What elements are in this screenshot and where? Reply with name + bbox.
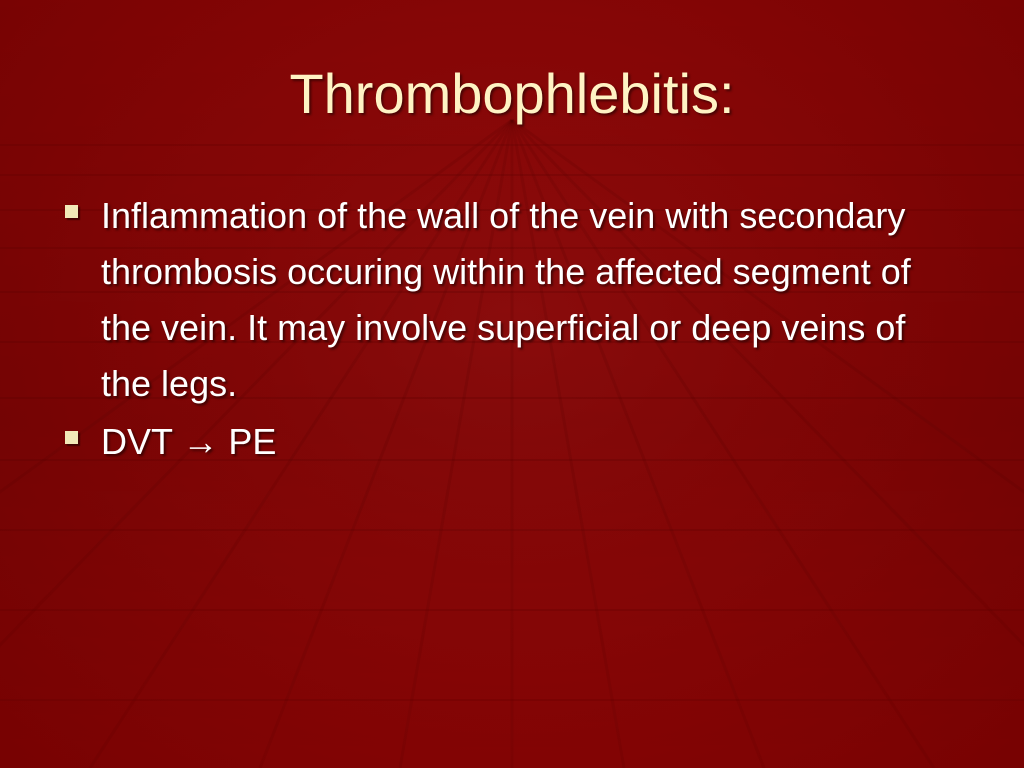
bullet-list [62, 188, 962, 472]
bullet-text: DVT → PE [101, 421, 277, 462]
slide-title: Thrombophlebitis: [289, 62, 735, 125]
bullet-text: Inflammation of the wall of the vein with secondary thrombosis occuring within the affected segment of the vein. It may involve superficial or deep veins of the legs. [101, 195, 911, 404]
square-bullet-icon [65, 205, 78, 218]
square-bullet-icon [65, 431, 78, 444]
bullet-item-dvt-pe [62, 414, 962, 470]
bullet-item-definition [62, 188, 962, 412]
